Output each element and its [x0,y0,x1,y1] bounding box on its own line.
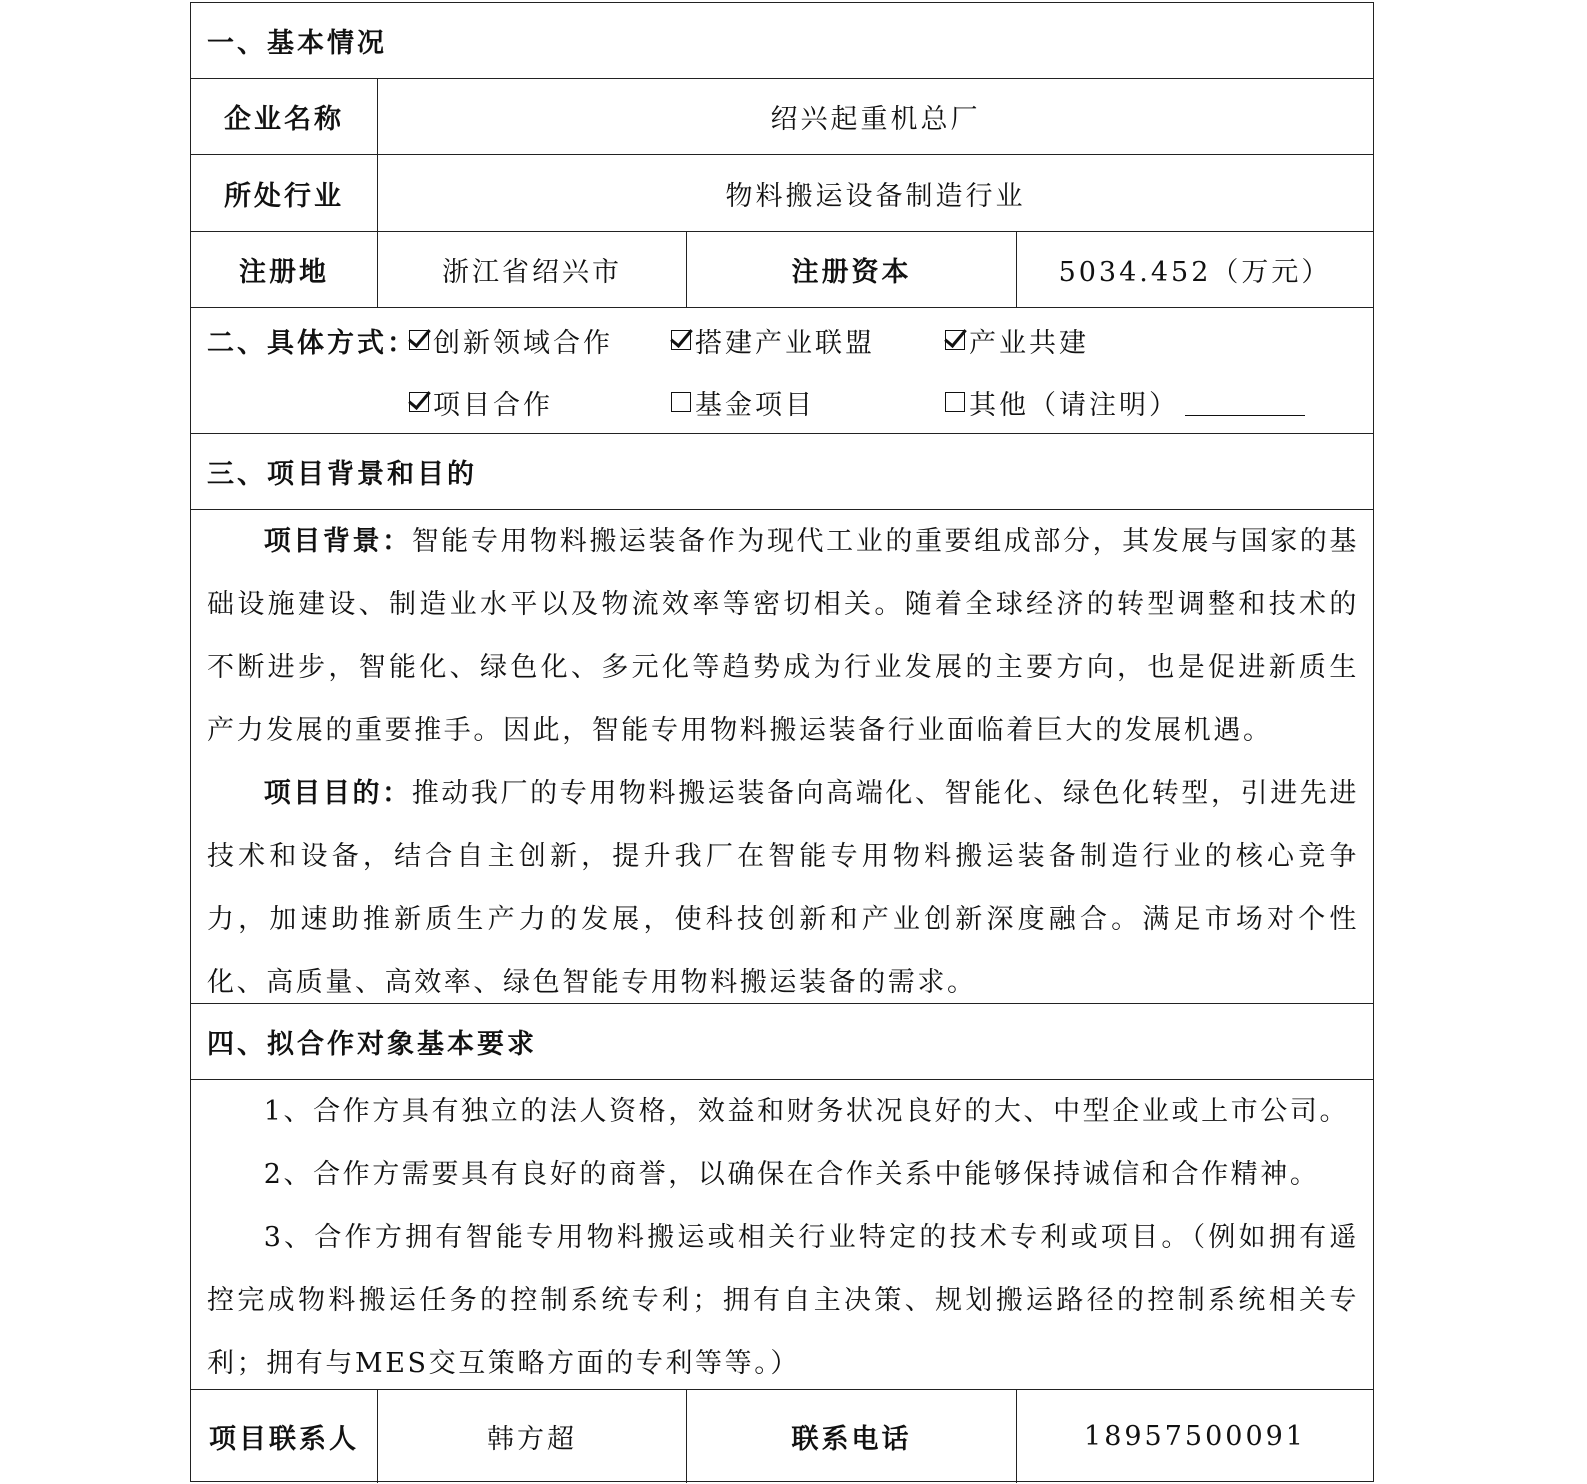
other-blank-field[interactable] [1185,389,1305,416]
option-label: 基金项目 [695,389,815,421]
section3-body [207,510,1359,1014]
reg-place-value: 浙江省绍兴市 [377,232,686,307]
cooperation-form [190,2,1374,1482]
checkbox-empty-icon[interactable] [945,392,965,412]
section4-body [207,1080,1359,1395]
requirement-item: 1、合作方具有独立的法人资格，效益和财务状况良好的大、中型企业或上市公司。 [263,1096,1350,1127]
contact-phone-label: 联系电话 [686,1390,1016,1483]
option-co-construction[interactable] [945,322,1089,358]
section3-body-row [191,510,1373,1004]
contact-row [191,1390,1373,1483]
registration-row [191,232,1373,308]
company-value: 绍兴起重机总厂 [377,79,1373,154]
checkbox-checked-icon[interactable] [671,330,691,350]
section2-row [191,308,1373,434]
reg-capital-value: 5034.452（万元） [1016,232,1373,307]
section2-title-text: 二、具体方式： [207,327,417,359]
company-row [191,79,1373,155]
option-label: 其他（请注明） [969,389,1179,421]
checkbox-checked-icon[interactable] [409,392,429,412]
industry-label: 所处行业 [224,180,344,212]
checkbox-checked-icon[interactable] [409,330,429,350]
option-label: 产业共建 [969,327,1089,359]
contact-person-label: 项目联系人 [209,1424,359,1455]
option-other[interactable] [945,384,1305,420]
company-label: 企业名称 [224,104,344,135]
industry-value: 物料搬运设备制造行业 [377,155,1373,231]
option-innovation[interactable] [409,322,613,358]
section2-title [207,322,417,358]
reg-capital-label: 注册资本 [686,232,1016,307]
section3-title: 三、项目背景和目的 [207,459,477,490]
option-alliance[interactable] [671,322,875,358]
industry-row [191,155,1373,232]
option-label: 项目合作 [433,389,553,421]
purpose-text: 推动我厂的专用物料搬运装备向高端化、智能化、绿色化转型，引进先进技术和设备，结合自主创新，提升我厂在智能专用物料搬运装备制造行业的核心竞争力，加速助推新质生产力的发展，使科技创新和产业创新深度融合。满足市场对个性化、高质量、高效率、绿色智能专用物料搬运装备的需求。 [207,778,1359,998]
background-lead: 项目背景： [263,526,412,557]
requirement-item: 3、合作方拥有智能专用物料搬运或相关行业特定的技术专利或项目。（例如拥有遥控完成物料搬运任务的控制系统专利；拥有自主决策、规划搬运路径的控制系统相关专利；拥有与MES交互策略方面的专利等等。） [207,1222,1359,1379]
section1-title: 一、基本情况 [207,28,387,59]
option-fund[interactable] [671,384,815,420]
section4-body-row [191,1080,1373,1390]
contact-phone-value: 18957500091 [1016,1390,1373,1483]
section4-title: 四、拟合作对象基本要求 [207,1029,537,1060]
purpose-lead: 项目目的： [263,778,412,809]
contact-person-value: 韩方超 [377,1390,686,1483]
purpose-paragraph [207,762,1359,1014]
background-paragraph [207,510,1359,762]
option-project[interactable] [409,384,553,420]
section3-title-row [191,434,1373,510]
checkbox-empty-icon[interactable] [671,392,691,412]
section1-title-row [191,3,1373,79]
checkbox-checked-icon[interactable] [945,330,965,350]
option-label: 搭建产业联盟 [695,327,875,359]
option-label: 创新领域合作 [433,327,613,359]
reg-place-label: 注册地 [239,257,329,288]
section4-title-row [191,1004,1373,1080]
background-text: 智能专用物料搬运装备作为现代工业的重要组成部分，其发展与国家的基础设施建设、制造业水平以及物流效率等密切相关。随着全球经济的转型调整和技术的不断进步，智能化、绿色化、多元化等趋势成为行业发展的主要方向，也是促进新质生产力发展的重要推手。因此，智能专用物料搬运装备行业面临着巨大的发展机遇。 [207,526,1359,746]
requirement-item: 2、合作方需要具有良好的商誉，以确保在合作关系中能够保持诚信和合作精神。 [263,1159,1320,1190]
